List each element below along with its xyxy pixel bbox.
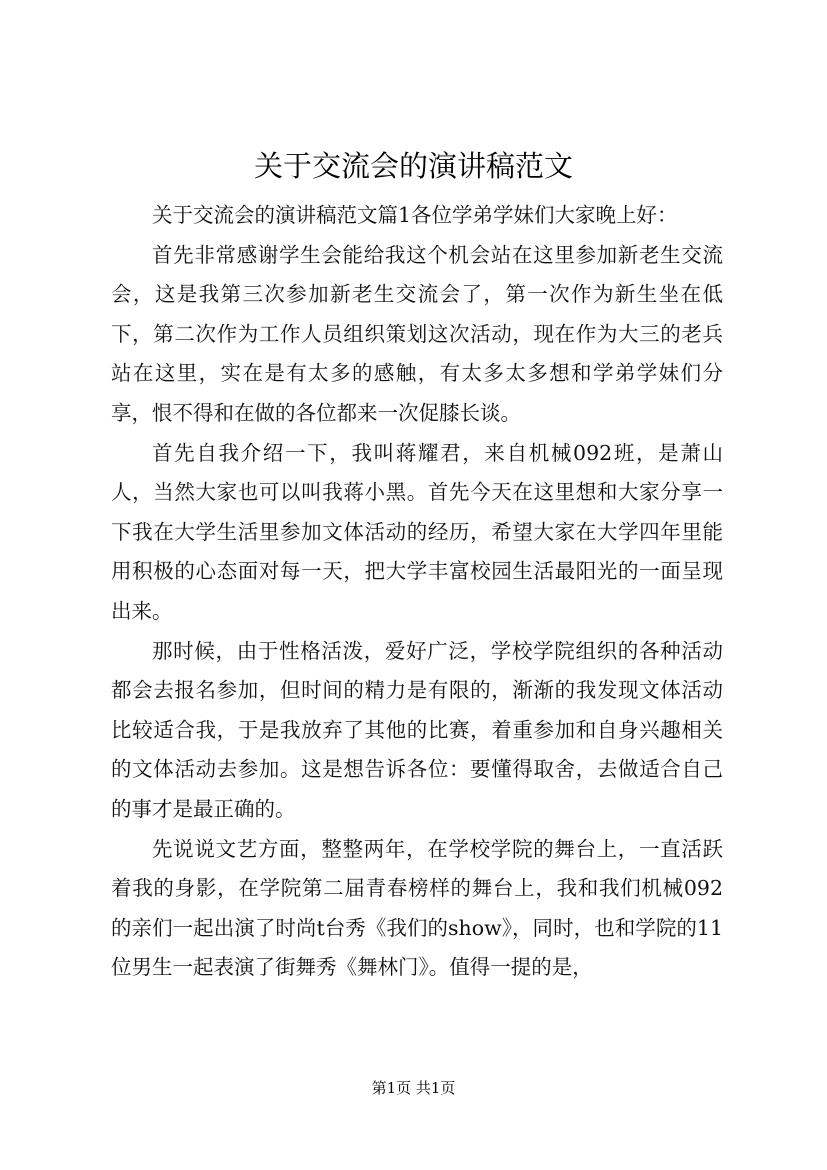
paragraph-activities: 那时候，由于性格活泼，爱好广泛，学校学院组织的各种活动都会去报名参加，但时间的精力是有限的，渐渐的我发现文体活动比较适合我，于是我放弃了其他的比赛，着重参加和自身兴趣相关的文体活动去参加。这是想告诉各位：要懂得取舍，去做适合自己的事才是最正确的。 <box>111 638 723 821</box>
page-footer: 第1页 共1页 <box>371 1079 456 1097</box>
paragraph-intro: 关于交流会的演讲稿范文篇1各位学弟学妹们大家晚上好： <box>152 203 678 227</box>
document-title: 关于交流会的演讲稿范文 <box>253 149 573 183</box>
document-body <box>111 196 723 988</box>
paragraph-arts: 先说说文艺方面，整整两年，在学校学院的舞台上，一直活跃着我的身影，在学院第二届青春榜样的舞台上，我和我们机械092的亲们一起出演了时尚t台秀《我们的show》，同时，也和学院的11位男生一起表演了街舞秀《舞林门》。值得一提的是， <box>111 836 723 980</box>
paragraph-thanks: 首先非常感谢学生会能给我这个机会站在这里参加新老生交流会，这是我第三次参加新老生交流会了，第一次作为新生坐在低下，第二次作为工作人员组织策划这次活动，现在作为大三的老兵站在这里，实在是有太多的感触，有太多太多想和学弟学妹们分享，恨不得和在做的各位都来一次促膝长谈。 <box>111 242 723 425</box>
paragraph-self-intro: 首先自我介绍一下，我叫蒋耀君，来自机械092班，是萧山人，当然大家也可以叫我蒋小黑。首先今天在这里想和大家分享一下我在大学生活里参加文体活动的经历，希望大家在大学四年里能用积极的心态面对每一天，把大学丰富校园生活最阳光的一面呈现出来。 <box>111 440 723 623</box>
